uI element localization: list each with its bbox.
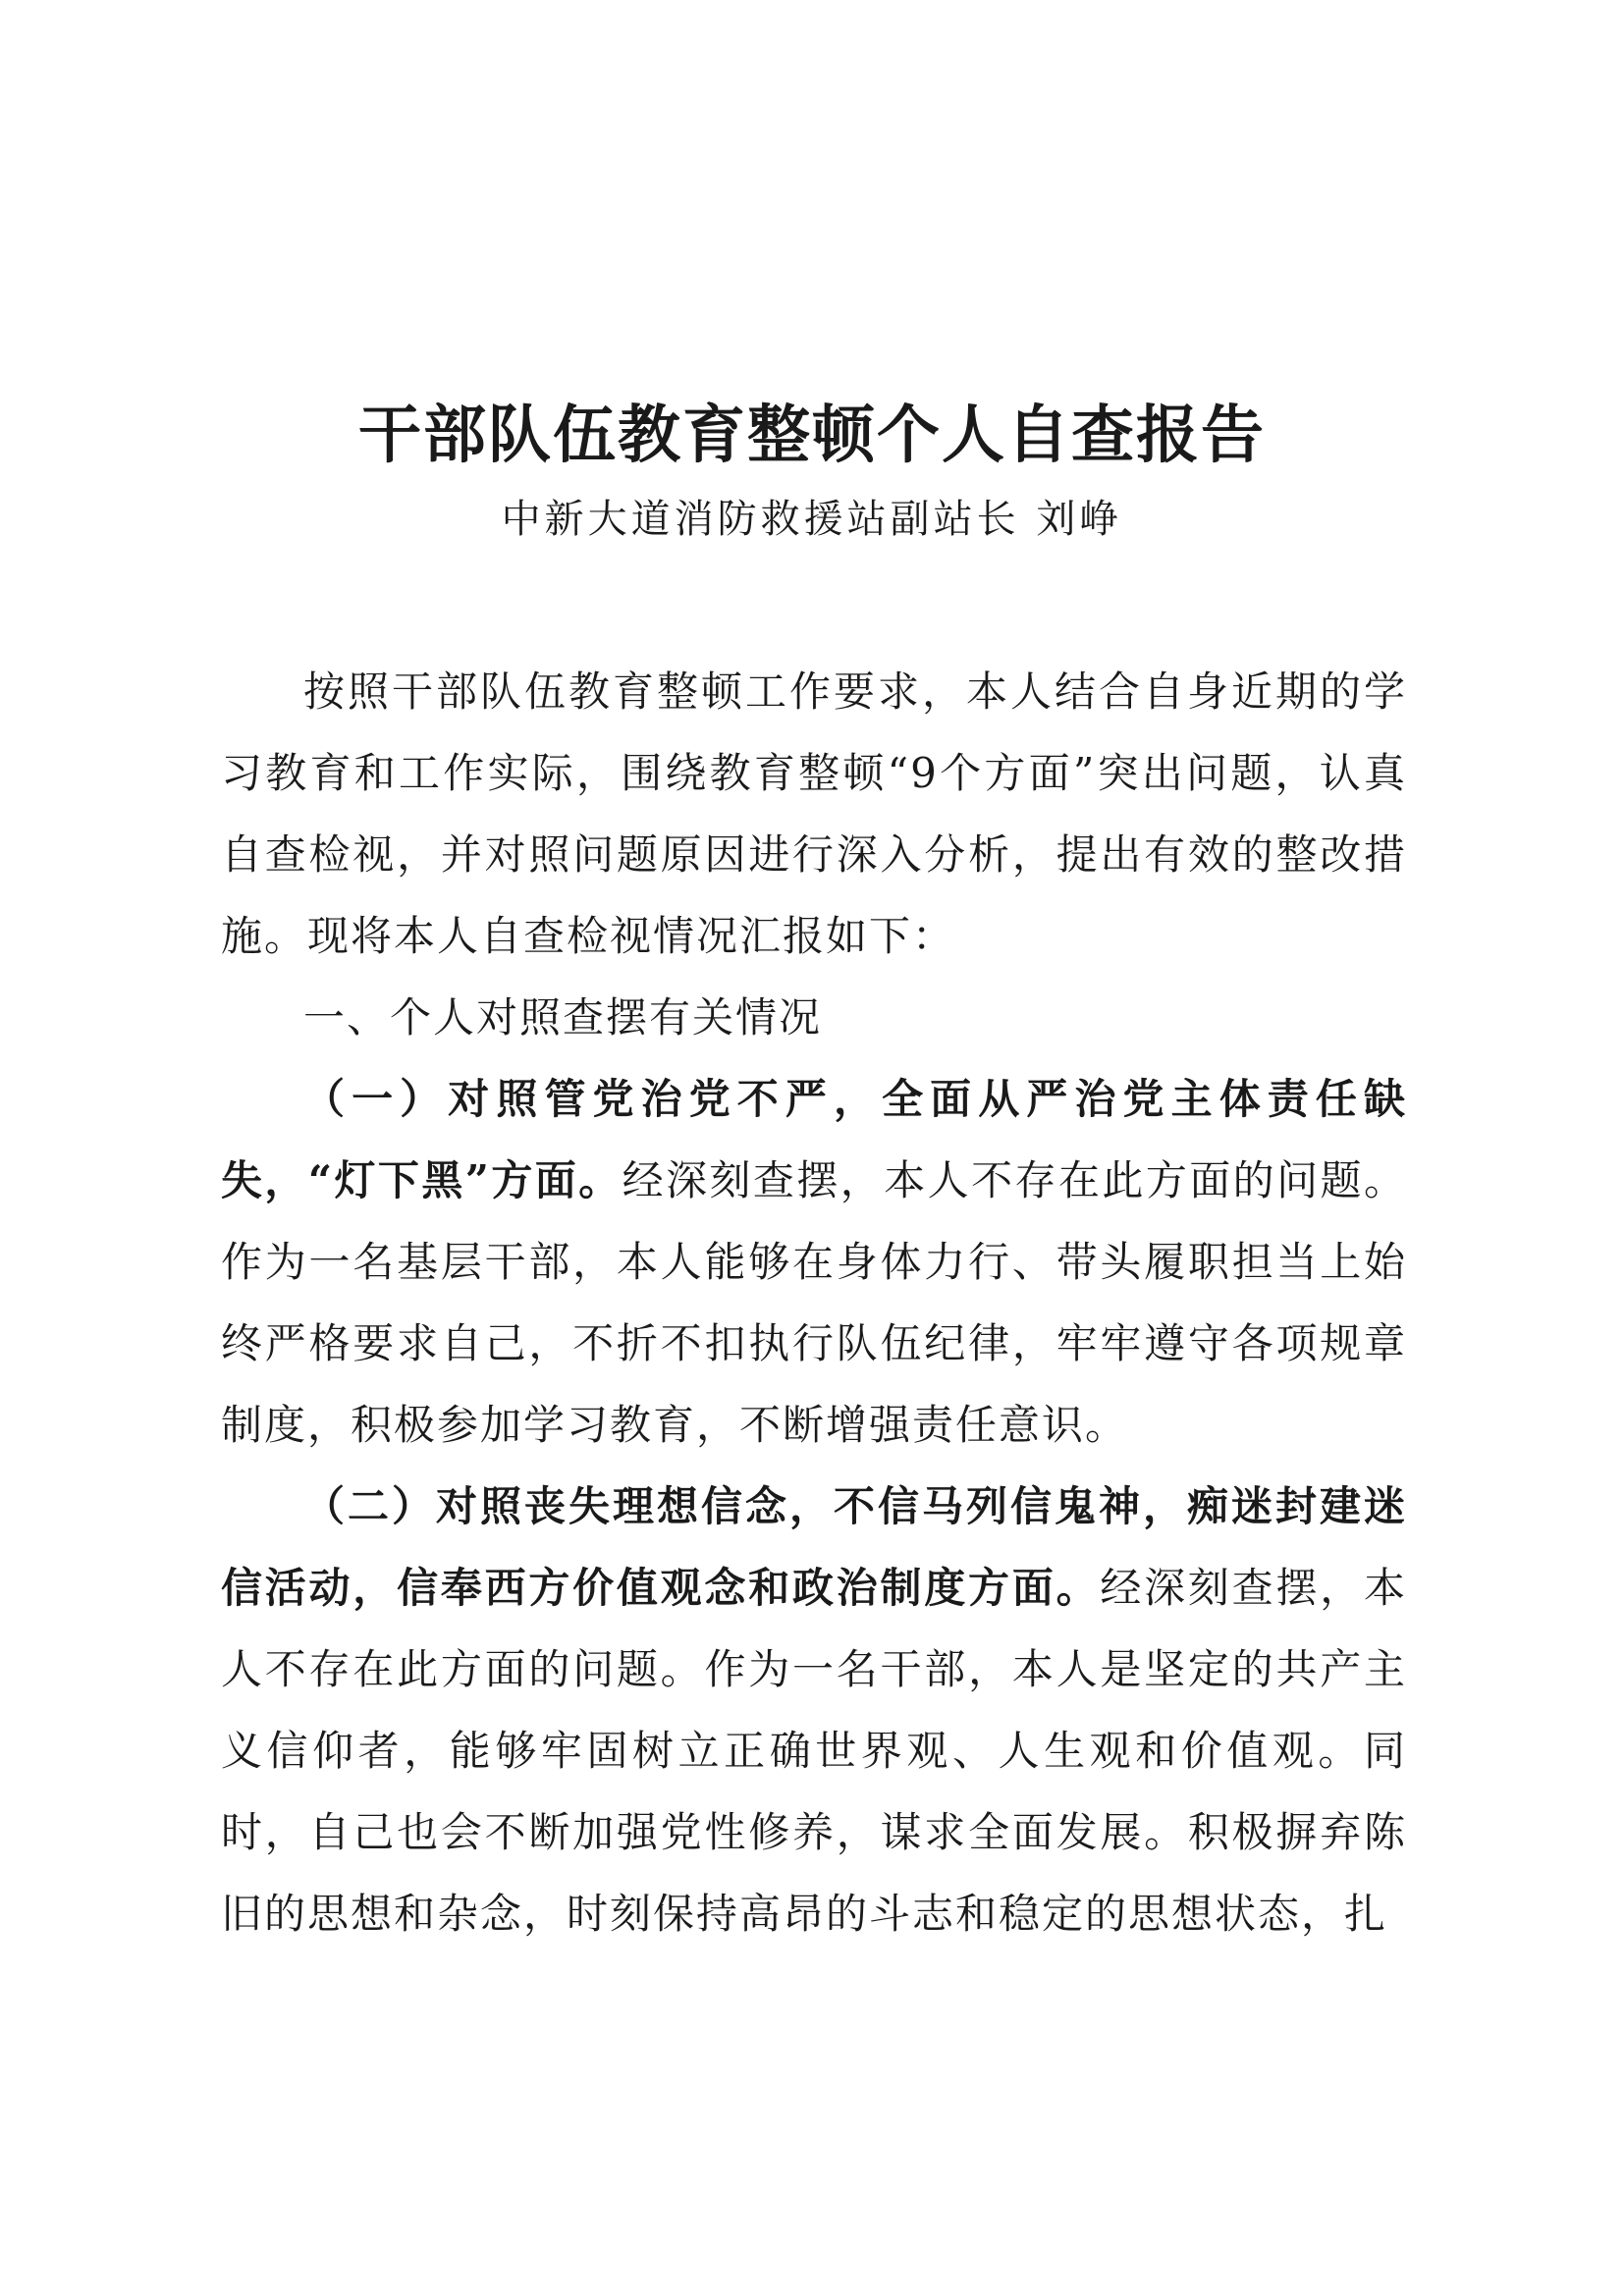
document-body: [221, 651, 1407, 1954]
item-2-body: 经深刻查摆，本人不存在此方面的问题。作为一名干部，本人是坚定的共产主义信仰者，能够牢固树立正确世界观、人生观和价值观。同时，自己也会不断加强党性修养，谋求全面发展。积极摒弃陈旧的思想和杂念，时刻保持高昂的斗志和稳定的思想状态，扎: [221, 1564, 1407, 1938]
item-1-paragraph: [221, 1058, 1407, 1466]
author-line: 中新大道消防救援站副站长 刘峥: [501, 497, 1123, 542]
item-1-body: 经深刻查摆，本人不存在此方面的问题。作为一名基层干部，本人能够在身体力行、带头履职担当上始终严格要求自己，不折不扣执行队伍纪律，牢牢遵守各项规章制度，积极参加学习教育，不断增强责任意识。: [221, 1156, 1407, 1449]
intro-paragraph: 按照干部队伍教育整顿工作要求，本人结合自身近期的学习教育和工作实际，围绕教育整顿“9个方面”突出问题，认真自查检视，并对照问题原因进行深入分析，提出有效的整改措施。现将本人自查检视情况汇报如下：: [221, 667, 1407, 960]
item-2-heading: （二）对照丧失理想信念，不信马列信鬼神，痴迷封建迷信活动，信奉西方价值观念和政治制度方面。: [221, 1482, 1407, 1612]
item-1-heading: （一）对照管党治党不严，全面从严治党主体责任缺失，“灯下黑”方面。: [221, 1075, 1407, 1204]
document-title: 干部队伍教育整顿个人自查报告: [358, 399, 1266, 472]
section-heading: 一、个人对照查摆有关情况: [303, 993, 823, 1041]
item-2-paragraph: [221, 1466, 1407, 1954]
